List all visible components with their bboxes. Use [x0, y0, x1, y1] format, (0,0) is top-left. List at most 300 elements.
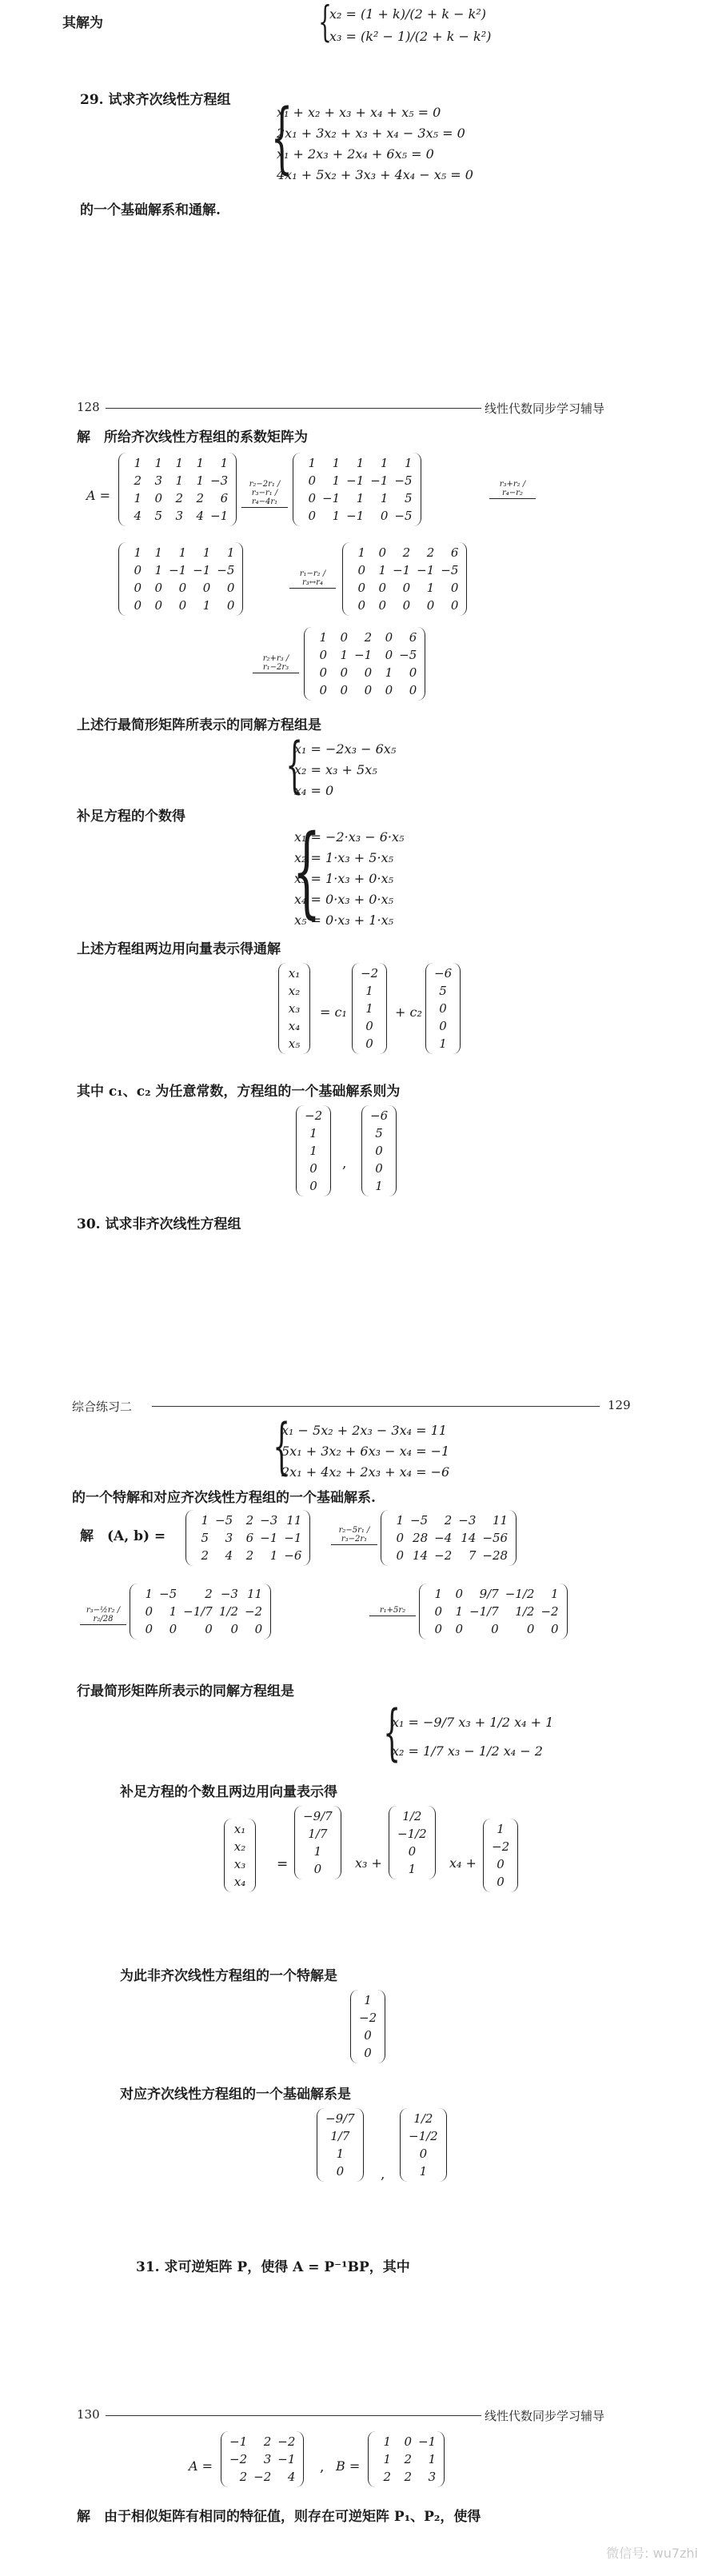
vector-row — [405, 2163, 441, 2180]
matrix-row — [124, 544, 237, 561]
matrix-cell: 2 — [263, 2434, 272, 2449]
equals: = — [277, 1856, 289, 1872]
vector-entry: 5 — [439, 984, 447, 998]
vector-row — [405, 2127, 441, 2145]
matrix-row — [191, 1547, 305, 1564]
matrix-cell: −5 — [410, 1513, 429, 1528]
vector-row — [284, 1000, 305, 1017]
vector-text: 上述方程组两边用向量表示得通解 — [77, 941, 281, 957]
matrix-cell: 1 — [226, 545, 235, 560]
equation-x1: x₁ = −9/7 x₃ + 1/2 x₄ + 1 — [392, 1715, 554, 1730]
matrix-cell: 0 — [434, 1604, 442, 1619]
vector-entry: −2 — [305, 1108, 323, 1123]
matrix-cell: 1 — [196, 473, 204, 488]
vector-entry: 1 — [365, 984, 373, 998]
equation-c: 2x₁ + 4x₂ + 2x₃ + x₄ = −6 — [281, 1464, 450, 1480]
matrix-cell: 2 — [134, 473, 142, 488]
matrix-cell: 5 — [404, 491, 413, 505]
vector-entry: x₁ — [233, 1822, 246, 1836]
matrix-cell: 0 — [319, 648, 327, 662]
vector-entry: 0 — [365, 1019, 373, 1033]
vector-row — [300, 1860, 336, 1878]
matrix-cell: −1 — [277, 2452, 296, 2466]
page-number: 128 — [77, 400, 100, 414]
matrix-row — [135, 1585, 265, 1603]
x-vector — [278, 963, 310, 1054]
vector-entry: 0 — [439, 1001, 447, 1016]
matrix-cell: 1 — [428, 2452, 437, 2466]
matrix-cell: 1 — [145, 1587, 153, 1601]
matrix-cell: 0 — [169, 1622, 177, 1636]
page-2 — [0, 400, 706, 1392]
matrix-cell: 11 — [247, 1587, 263, 1601]
vector-entry: 1 — [408, 1862, 417, 1876]
matrix-cell: −1 — [354, 648, 373, 662]
x-vector — [224, 1819, 256, 1892]
vector-row — [431, 982, 455, 1000]
matrix-row — [309, 681, 420, 699]
matrix-step-1 — [293, 453, 421, 526]
matrix-cell: 0 — [134, 581, 142, 595]
x2-expression: x₂ = (1 + k)/(2 + k − k²) — [329, 6, 486, 22]
equation-2: 2x₁ + 3x₂ + x₃ + x₄ − 3x₅ = 0 — [277, 126, 465, 141]
vector-row — [301, 1160, 325, 1177]
matrix-cell: 0 — [404, 2434, 412, 2449]
matrix-cell: 1 — [134, 456, 142, 470]
vector-row — [357, 1035, 381, 1052]
matrix-row — [309, 646, 420, 664]
matrix-cell: −2 — [434, 1548, 453, 1563]
matrix-cell: 4 — [196, 509, 204, 523]
header-title: 综合练习二 — [72, 1400, 133, 1414]
vector-row — [229, 1855, 250, 1873]
page-3 — [0, 1398, 706, 2358]
matrix-row — [309, 664, 420, 681]
vector-row — [431, 1035, 455, 1052]
matrix-cell: 0 — [340, 630, 348, 645]
matrix-row — [348, 544, 461, 561]
matrix-cell: 5 — [154, 509, 162, 523]
matrix-cell: 2 — [404, 2452, 412, 2466]
vector-entry: 0 — [364, 2028, 372, 2043]
matrix-cell: 0 — [491, 1622, 499, 1636]
matrix-cell: −1/7 — [469, 1604, 499, 1619]
matrix-cell: 2 — [239, 2470, 248, 2484]
augmented-step-2 — [130, 1584, 271, 1639]
homogeneous-system — [277, 102, 473, 186]
vector-entry: 0 — [309, 1179, 317, 1193]
basis-vector-1 — [317, 2108, 364, 2182]
vector-row — [357, 965, 381, 982]
matrix-cell: 2 — [402, 545, 411, 560]
matrix-cell: 1 — [308, 456, 316, 470]
matrix-cell: −1/2 — [505, 1587, 535, 1601]
header-title: 线性代数同步学习辅导 — [485, 401, 605, 416]
vector-row — [357, 1000, 381, 1017]
matrix-cell: −1 — [193, 563, 211, 577]
matrix-cell: −1 — [169, 563, 187, 577]
vector-row — [322, 2127, 358, 2145]
sys2-brace: { — [292, 814, 321, 929]
comma: , — [320, 2459, 325, 2475]
page-1 — [0, 0, 706, 218]
vector-row — [357, 982, 381, 1000]
matrix-row — [425, 1620, 562, 1638]
matrix-cell: 9/7 — [479, 1587, 499, 1601]
vector-entry: x₃ — [288, 1001, 301, 1016]
matrix-cell: 4 — [287, 2470, 296, 2484]
system-equation: x₄ = 0 — [294, 783, 334, 798]
matrix-cell: 0 — [145, 1604, 153, 1619]
matrix-cell: 0 — [385, 630, 393, 645]
comma: , — [342, 1156, 347, 1172]
matrix-cell: 0 — [526, 1622, 535, 1636]
vector-entry: 1/2 — [413, 2111, 433, 2126]
equation-a: x₁ − 5x₂ + 2x₃ − 3x₄ = 11 — [281, 1423, 447, 1438]
matrix-cell: 0 — [145, 1622, 153, 1636]
matrix-cell: 1 — [169, 1604, 177, 1619]
matrix-cell: 0 — [551, 1622, 559, 1636]
matrix-cell: 1 — [175, 456, 183, 470]
matrix-cell: 1 — [319, 630, 327, 645]
matrix-cell: 1 — [340, 648, 348, 662]
matrix-cell: 3 — [175, 509, 183, 523]
matrix-cell: 0 — [450, 581, 459, 595]
matrix-cell: −3 — [210, 473, 229, 488]
matrix-cell: 1 — [455, 1604, 463, 1619]
page-4 — [0, 2407, 706, 2576]
matrix-row — [226, 2468, 298, 2486]
matrix-row — [124, 579, 237, 597]
equation-x2: x₂ = 1/7 x₃ − 1/2 x₄ − 2 — [392, 1743, 543, 1759]
row-op-4: r₂+r₃ / r₁−2r₃ — [253, 654, 299, 674]
matrix-cell: −2 — [277, 2434, 296, 2449]
vector-row — [322, 2145, 358, 2163]
matrix-cell: −1 — [229, 2434, 248, 2449]
matrix-row — [124, 507, 231, 525]
sys-brace: { — [383, 1696, 401, 1767]
matrix-cell: 0 — [154, 581, 162, 595]
matrix-cell: 2 — [175, 491, 183, 505]
matrix-cell: 6 — [220, 491, 229, 505]
matrix-cell: −3 — [458, 1513, 477, 1528]
matrix-cell: 1 — [380, 456, 389, 470]
vector-entry: −2 — [492, 1839, 510, 1854]
vector-entry: 1 — [439, 1036, 447, 1051]
matrix-cell: 11 — [286, 1513, 302, 1528]
vector-row — [394, 1843, 430, 1860]
vector-row — [300, 1825, 336, 1843]
matrix-cell: −4 — [434, 1531, 453, 1545]
supplemented-system — [294, 827, 404, 931]
vector-row — [322, 2163, 358, 2180]
matrix-cell: −5 — [399, 648, 417, 662]
basis-vector-2 — [400, 2108, 447, 2182]
matrix-cell: 28 — [413, 1531, 429, 1545]
header-rule — [152, 1406, 600, 1407]
coefficient-matrix — [118, 453, 237, 526]
matrix-cell: −28 — [482, 1548, 509, 1563]
matrix-row — [386, 1529, 511, 1547]
matrix-cell: 1 — [220, 456, 229, 470]
matrix-cell: 1 — [332, 473, 341, 488]
nonhomogeneous-system — [281, 1420, 449, 1483]
problem-30-title: 30. 试求非齐次线性方程组 — [77, 1216, 241, 1232]
matrix-row — [124, 597, 237, 614]
matrix-cell: 0 — [308, 473, 316, 488]
matrix-cell: −1 — [260, 1531, 278, 1545]
matrix-row — [386, 1547, 511, 1564]
matrix-row — [373, 2450, 439, 2468]
vector-row — [405, 2145, 441, 2163]
matrix-cell: 0 — [402, 581, 411, 595]
vector-row — [300, 1807, 336, 1825]
matrix-cell: −2 — [253, 2470, 272, 2484]
vector-row — [394, 1860, 430, 1878]
matrix-B — [368, 2431, 445, 2487]
matrix-cell: 2 — [364, 630, 373, 645]
matrix-cell: 1 — [383, 2434, 391, 2449]
problem-29-title: 29. 试求齐次线性方程组 — [80, 92, 231, 108]
matrix-row — [373, 2468, 439, 2486]
matrix-cell: 1 — [202, 545, 211, 560]
x3-label: x₃ + — [355, 1855, 382, 1871]
vector-row — [229, 1838, 250, 1855]
system-equation: x₁ = −2x₃ − 6x₅ — [294, 741, 397, 757]
matrix-cell: −5 — [394, 509, 413, 523]
matrix-cell: 0 — [378, 581, 386, 595]
matrix-cell: −1 — [346, 509, 365, 523]
matrix-cell: 1 — [404, 456, 413, 470]
matrix-cell: 1 — [356, 456, 365, 470]
matrix-cell: 0 — [134, 598, 142, 613]
matrix-row — [348, 579, 461, 597]
matrix-cell: 0 — [402, 598, 411, 613]
vector-row — [431, 1017, 455, 1035]
vector-row — [284, 965, 305, 982]
vector-entry: 1 — [365, 1001, 373, 1016]
equation-3: x₁ + 2x₃ + 2x₄ + 6x₅ = 0 — [277, 146, 434, 162]
matrix-cell: 1 — [154, 456, 162, 470]
matrix-cell: 4 — [225, 1548, 233, 1563]
vector-row — [367, 1177, 391, 1195]
matrix-cell: 0 — [178, 598, 187, 613]
matrix-cell: 0 — [378, 598, 386, 613]
vector-entry: x₂ — [233, 1839, 246, 1854]
matrix-cell: 1 — [134, 491, 142, 505]
vector-entry: −1/2 — [409, 2129, 438, 2143]
vector-row — [284, 1035, 305, 1052]
matrix-cell: 1 — [196, 456, 204, 470]
matrix-cell: 6 — [409, 630, 417, 645]
matrix-cell: −1 — [284, 1531, 302, 1545]
vector-row — [394, 1807, 430, 1825]
particular-text: 为此非齐次线性方程组的一个特解是 — [120, 1968, 337, 1984]
matrix-cell: 2 — [245, 1548, 254, 1563]
row-op-3: r₁−r₂ / r₃↔r₄ — [289, 569, 336, 589]
vector-entry: −9/7 — [303, 1809, 333, 1823]
vector-row — [431, 1000, 455, 1017]
matrix-cell: −6 — [284, 1548, 302, 1563]
augmented-step-1 — [381, 1510, 517, 1566]
basis-vector-1 — [352, 963, 387, 1054]
vector-entry: 1 — [375, 1179, 383, 1193]
vector-entry: x₂ — [288, 984, 301, 998]
vector-entry: x₁ — [288, 966, 301, 980]
matrix-cell: 0 — [254, 1622, 263, 1636]
matrix-cell: 3 — [225, 1531, 233, 1545]
matrix-cell: 1 — [154, 545, 162, 560]
vector-row — [301, 1124, 325, 1142]
page-number: 130 — [77, 2407, 100, 2422]
matrix-row — [298, 507, 416, 525]
matrix-row — [425, 1585, 562, 1603]
matrix-cell: 1 — [175, 473, 183, 488]
basis-text: 其中 c₁、c₂ 为任意常数，方程组的一个基础解系则为 — [77, 1084, 401, 1100]
vector-entry: 0 — [375, 1161, 383, 1176]
matrix-cell: 1 — [202, 598, 211, 613]
matrix-row — [124, 454, 231, 472]
vector-row — [357, 1017, 381, 1035]
matrix-cell: 14 — [413, 1548, 429, 1563]
matrix-cell: 0 — [357, 598, 365, 613]
matrix-row — [425, 1603, 562, 1620]
vector-entry: 0 — [375, 1144, 383, 1158]
problem-30-tail: 的一个特解和对应齐次线性方程组的一个基础解系. — [72, 1490, 376, 1506]
basis-vector-2 — [425, 963, 461, 1054]
matrix-cell: 0 — [202, 581, 211, 595]
vector-u1 — [294, 1806, 341, 1879]
matrix-cell: 1/2 — [515, 1604, 535, 1619]
matrix-cell: 1 — [434, 1587, 442, 1601]
matrix-cell: −5 — [217, 563, 235, 577]
vector-row — [431, 965, 455, 982]
c1-label: = c₁ — [320, 1004, 347, 1020]
matrix-cell: 0 — [154, 491, 162, 505]
basis-vector-2-repeat — [361, 1105, 397, 1196]
matrix-cell: −5 — [215, 1513, 233, 1528]
matrix-row — [135, 1603, 265, 1620]
header-rule — [106, 2415, 481, 2416]
vector-row — [301, 1107, 325, 1124]
equivalent-system — [392, 1708, 553, 1766]
vector-entry: 0 — [497, 1857, 505, 1871]
matrix-cell: 1 — [396, 1513, 404, 1528]
matrix-row — [298, 454, 416, 472]
vector-u2 — [389, 1806, 436, 1879]
matrix-row — [226, 2450, 298, 2468]
supplement-text: 补足方程的个数得 — [77, 809, 185, 825]
matrix-cell: −1 — [393, 563, 411, 577]
vector-entry: 1/2 — [402, 1809, 422, 1823]
system-equation: x₃ = 1·x₃ + 0·x₅ — [294, 871, 393, 886]
rref-text: 行最简形矩阵所表示的同解方程组是 — [77, 1683, 294, 1699]
equation-4: 4x₁ + 5x₂ + 3x₃ + 4x₄ − x₅ = 0 — [277, 167, 473, 182]
augmented-step-3 — [419, 1584, 568, 1639]
matrix-row — [191, 1529, 305, 1547]
vector-entry: −2 — [361, 966, 379, 980]
system-brace: { — [273, 1410, 291, 1481]
comma: , — [381, 2167, 385, 2183]
matrix-cell: 0 — [357, 563, 365, 577]
matrix-cell: 0 — [409, 683, 417, 697]
matrix-cell: 2 — [201, 1548, 209, 1563]
vector-entry: 1 — [309, 1144, 317, 1158]
vector-row — [489, 1838, 513, 1855]
matrix-cell: −1 — [370, 473, 389, 488]
vector-row — [356, 2044, 380, 2062]
header-rule — [106, 408, 481, 409]
equivalent-system — [294, 739, 396, 801]
bottom-text: 解 由于相似矩阵有相同的特征值，则存在可逆矩阵 P₁、P₂，使得 — [77, 2509, 481, 2525]
vector-row — [394, 1825, 430, 1843]
matrix-cell: 0 — [340, 683, 348, 697]
matrix-cell: 14 — [461, 1531, 477, 1545]
vector-entry: 1 — [309, 1126, 317, 1140]
system-equation: x₅ = 0·x₃ + 1·x₅ — [294, 913, 393, 928]
system-equation: x₂ = x₃ + 5x₅ — [294, 762, 377, 777]
matrix-cell: 1 — [380, 491, 389, 505]
c2-label: + c₂ — [395, 1004, 422, 1020]
matrix-cell: 1 — [426, 581, 435, 595]
matrix-cell: 0 — [396, 1548, 404, 1563]
matrix-cell: 0 — [226, 598, 235, 613]
matrix-cell: 0 — [226, 581, 235, 595]
matrix-cell: 3 — [428, 2470, 437, 2484]
matrix-cell: 1 — [385, 665, 393, 680]
augmented-matrix — [185, 1510, 310, 1566]
matrix-cell: 3 — [154, 473, 162, 488]
vector-entry: 1 — [336, 2147, 345, 2161]
vector-entry: −9/7 — [325, 2111, 355, 2126]
matrix-cell: 0 — [426, 598, 435, 613]
matrix-cell: −56 — [482, 1531, 509, 1545]
matrix-cell: 7 — [468, 1548, 477, 1563]
vector-row — [284, 1017, 305, 1035]
vector-entry: 0 — [365, 1036, 373, 1051]
matrix-row — [309, 629, 420, 646]
matrix-cell: 1 — [356, 491, 365, 505]
matrix-cell: 2 — [404, 2470, 412, 2484]
matrix-cell: 0 — [396, 1531, 404, 1545]
matrix-cell: 0 — [455, 1587, 463, 1601]
vector-entry: −1/2 — [397, 1827, 427, 1841]
x4-label: x₄ + — [449, 1855, 477, 1871]
vector-row — [356, 2009, 380, 2027]
matrix-cell: −2 — [229, 2452, 248, 2466]
matrix-cell: 0 — [378, 545, 386, 560]
matrix-step-3 — [342, 542, 467, 616]
vector-row — [489, 1855, 513, 1873]
rref-text: 上述行最简形矩阵所表示的同解方程组是 — [77, 717, 321, 733]
matrix-row — [124, 489, 231, 507]
matrix-cell: −3 — [220, 1587, 238, 1601]
matrix-A-label: A = — [189, 2458, 213, 2474]
vector-row — [284, 982, 305, 1000]
vector-entry: 0 — [497, 1875, 505, 1889]
basis-text: 对应齐次线性方程组的一个基础解系是 — [120, 2087, 351, 2103]
matrix-cell: −1 — [322, 491, 341, 505]
vector-entry: −6 — [370, 1108, 389, 1123]
vector-entry: 1/7 — [330, 2129, 350, 2143]
vector-row — [229, 1820, 250, 1838]
matrix-cell: 0 — [205, 1622, 213, 1636]
vector-row — [356, 1991, 380, 2009]
matrix-cell: 2 — [383, 2470, 391, 2484]
matrix-cell: 0 — [380, 509, 389, 523]
vector-entry: x₃ — [233, 1857, 246, 1871]
matrix-cell: 2 — [444, 1513, 453, 1528]
